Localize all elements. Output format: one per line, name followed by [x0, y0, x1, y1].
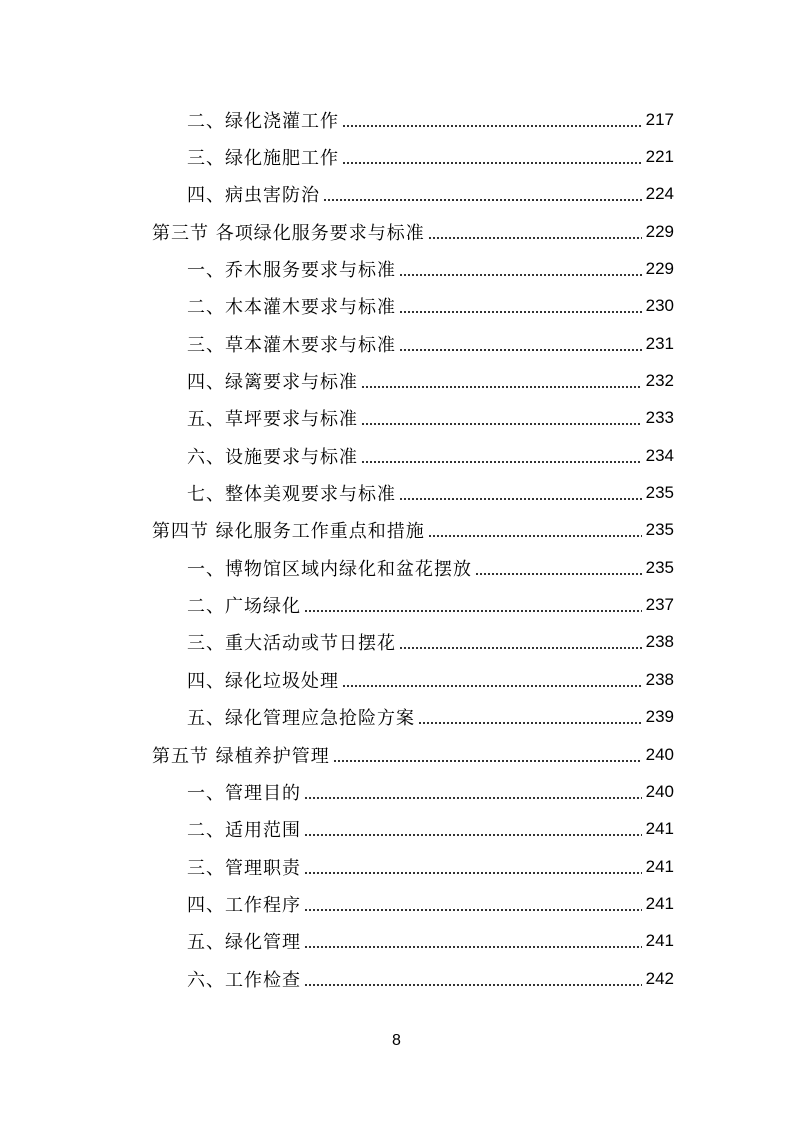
toc-entry-label: 六、工作检查	[187, 969, 301, 991]
toc-entry[interactable]	[0, 811, 793, 848]
toc-entry-label: 五、绿化管理应急抢险方案	[187, 708, 415, 730]
dot-leader	[428, 521, 642, 539]
toc-section-entry[interactable]	[0, 736, 793, 773]
toc-entry-page: 241	[645, 856, 674, 876]
toc-entry[interactable]	[0, 923, 793, 960]
toc-entry-page: 235	[645, 557, 674, 577]
dot-leader	[475, 559, 642, 577]
toc-entry[interactable]	[0, 885, 793, 922]
dot-leader	[342, 148, 642, 166]
toc-entry-page: 241	[645, 893, 674, 913]
toc-entry-page: 235	[645, 483, 674, 503]
toc-entry-label: 五、绿化管理	[187, 932, 301, 954]
toc-section-entry[interactable]	[0, 213, 793, 250]
toc-entry-label: 第三节 各项绿化服务要求与标准	[152, 222, 425, 244]
dot-leader	[304, 820, 642, 838]
toc-entry[interactable]	[0, 773, 793, 810]
toc-entry-label: 二、广场绿化	[187, 596, 301, 618]
toc-entry-label: 一、博物馆区域内绿化和盆花摆放	[187, 558, 472, 580]
toc-entry[interactable]	[0, 362, 793, 399]
toc-section-entry[interactable]	[0, 512, 793, 549]
toc-entry-label: 第五节 绿植养护管理	[152, 745, 330, 767]
dot-leader	[399, 297, 642, 315]
dot-leader	[304, 783, 642, 801]
toc-entry[interactable]	[0, 699, 793, 736]
toc-entry-label: 第四节 绿化服务工作重点和措施	[152, 521, 425, 543]
dot-leader	[399, 484, 642, 502]
dot-leader	[304, 970, 642, 988]
toc-entry-page: 229	[645, 259, 674, 279]
toc-entry-label: 四、绿篱要求与标准	[187, 372, 358, 394]
page-number: 8	[392, 1032, 401, 1049]
toc-entry-page: 237	[645, 595, 674, 615]
toc-entry-page: 229	[645, 221, 674, 241]
toc-entry-page: 231	[645, 333, 674, 353]
toc-entry-label: 四、工作程序	[187, 894, 301, 916]
dot-leader	[361, 447, 642, 465]
toc-entry[interactable]	[0, 549, 793, 586]
toc-entry-label: 五、草坪要求与标准	[187, 409, 358, 431]
toc-entry[interactable]	[0, 288, 793, 325]
toc-entry[interactable]	[0, 325, 793, 362]
toc-entry-page: 238	[645, 632, 674, 652]
dot-leader	[304, 932, 642, 950]
toc-entry-page: 233	[645, 408, 674, 428]
toc-entry-label: 三、重大活动或节日摆花	[187, 633, 396, 655]
toc-entry[interactable]	[0, 624, 793, 661]
toc-entry-label: 二、适用范围	[187, 820, 301, 842]
toc-entry-page: 238	[645, 669, 674, 689]
toc-entry-page: 221	[645, 147, 674, 167]
toc-entry-page: 242	[645, 968, 674, 988]
toc-entry[interactable]	[0, 474, 793, 511]
dot-leader	[361, 409, 642, 427]
dot-leader	[323, 185, 642, 203]
toc-entry[interactable]	[0, 400, 793, 437]
toc-entry-label: 六、设施要求与标准	[187, 446, 358, 468]
dot-leader	[428, 223, 642, 241]
toc-entry-page: 235	[645, 520, 674, 540]
dot-leader	[304, 858, 642, 876]
toc-entry-label: 四、绿化垃圾处理	[187, 670, 339, 692]
dot-leader	[361, 372, 642, 390]
table-of-contents	[0, 101, 793, 997]
toc-entry-page: 217	[645, 109, 674, 129]
toc-entry-label: 一、管理目的	[187, 782, 301, 804]
toc-entry-page: 230	[645, 296, 674, 316]
dot-leader	[399, 260, 642, 278]
toc-entry[interactable]	[0, 176, 793, 213]
dot-leader	[399, 335, 642, 353]
toc-entry[interactable]	[0, 250, 793, 287]
dot-leader	[399, 633, 642, 651]
toc-entry-page: 232	[645, 371, 674, 391]
toc-entry[interactable]	[0, 101, 793, 138]
toc-entry-page: 239	[645, 707, 674, 727]
toc-entry-page: 234	[645, 445, 674, 465]
toc-entry-label: 二、绿化浇灌工作	[187, 110, 339, 132]
toc-entry-page: 241	[645, 819, 674, 839]
toc-entry-label: 三、草本灌木要求与标准	[187, 334, 396, 356]
toc-entry[interactable]	[0, 586, 793, 623]
toc-entry[interactable]	[0, 960, 793, 997]
toc-entry[interactable]	[0, 437, 793, 474]
toc-entry-label: 四、病虫害防治	[187, 185, 320, 207]
dot-leader	[304, 596, 642, 614]
toc-entry-label: 三、绿化施肥工作	[187, 148, 339, 170]
dot-leader	[333, 746, 642, 764]
dot-leader	[418, 708, 642, 726]
toc-entry-label: 三、管理职责	[187, 857, 301, 879]
toc-entry-label: 七、整体美观要求与标准	[187, 484, 396, 506]
dot-leader	[342, 671, 642, 689]
toc-entry-page: 240	[645, 781, 674, 801]
toc-entry-page: 240	[645, 744, 674, 764]
toc-entry-page: 241	[645, 931, 674, 951]
toc-entry-page: 224	[645, 184, 674, 204]
toc-entry[interactable]	[0, 848, 793, 885]
toc-entry[interactable]	[0, 661, 793, 698]
toc-entry[interactable]	[0, 138, 793, 175]
toc-entry-label: 一、乔木服务要求与标准	[187, 260, 396, 282]
dot-leader	[304, 895, 642, 913]
toc-entry-label: 二、木本灌木要求与标准	[187, 297, 396, 319]
dot-leader	[342, 111, 642, 129]
